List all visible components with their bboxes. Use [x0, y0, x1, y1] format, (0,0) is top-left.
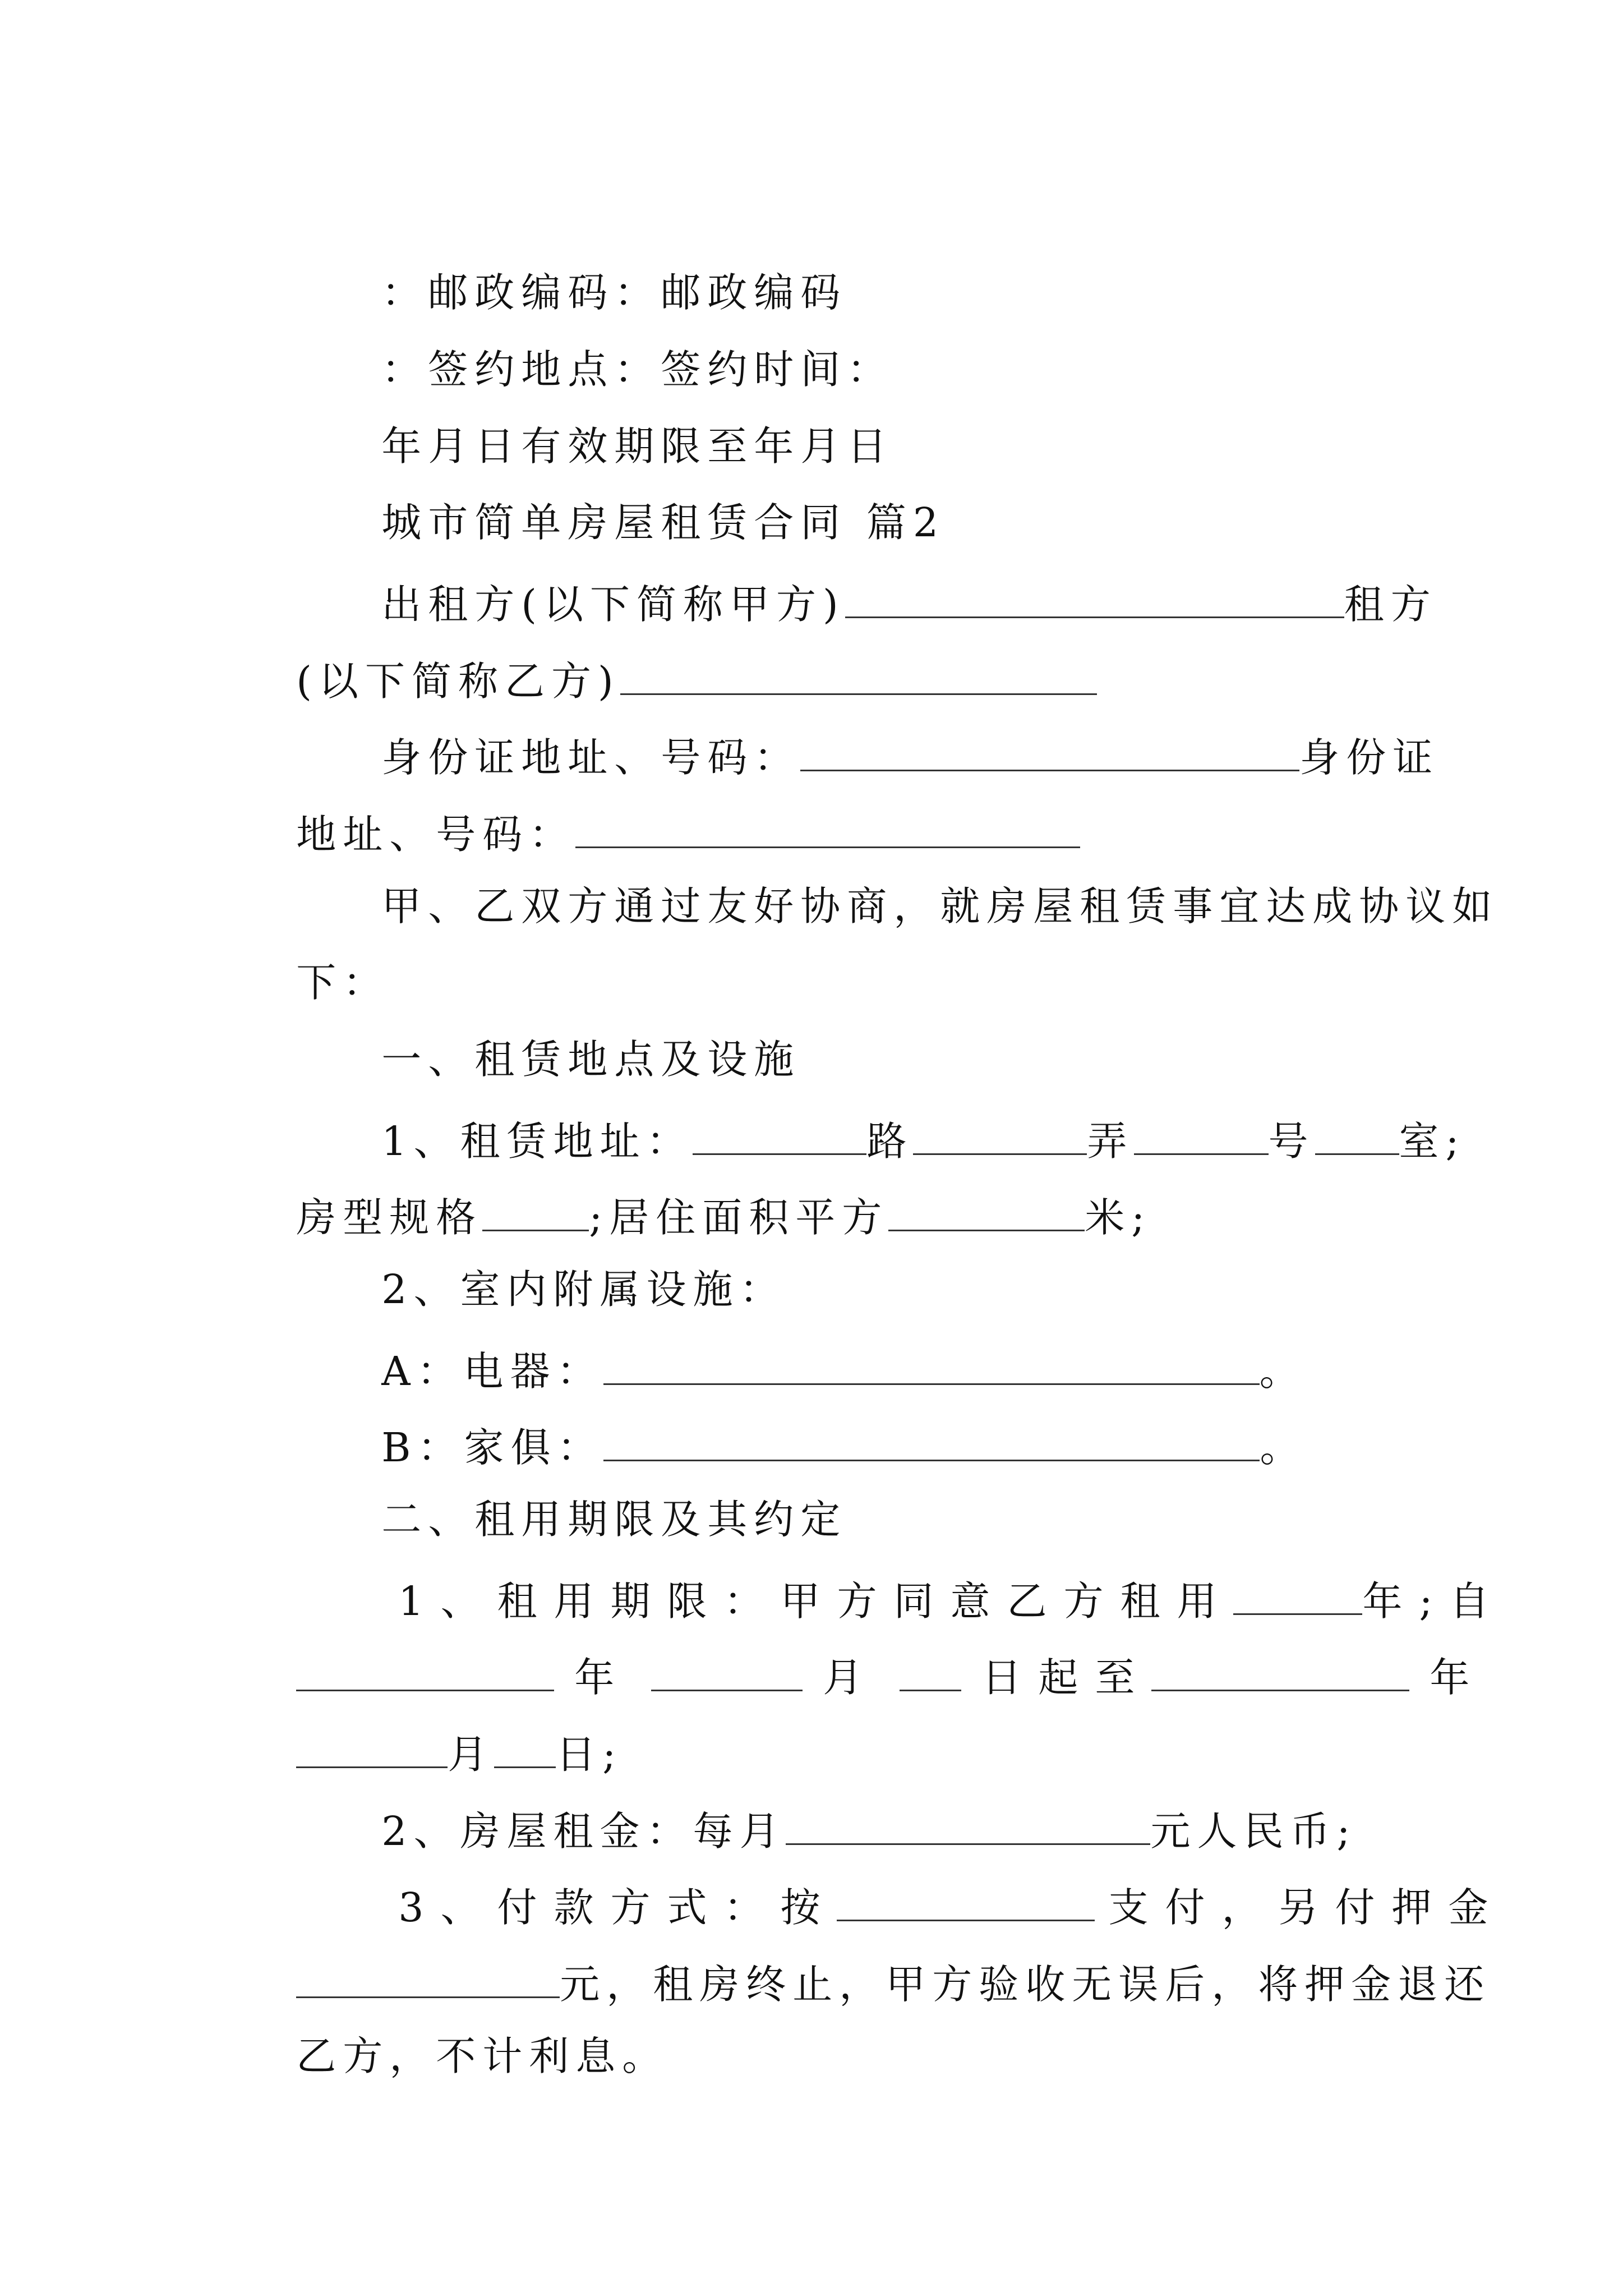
- end-day-label: 日;: [556, 1731, 623, 1778]
- appliances-line: [331, 1286, 1299, 1395]
- deposit-end-text: 乙方，不计利息。: [296, 2033, 669, 2079]
- rent-line: [331, 1746, 1357, 1855]
- start-month-blank: [651, 1646, 803, 1691]
- end-month-label: 月: [448, 1731, 495, 1778]
- furniture-line: [331, 1362, 1300, 1471]
- address-number-label: 地址、号码：: [296, 811, 576, 858]
- heading-one: 一、租赁地点及设施: [381, 1036, 801, 1083]
- room-type-label: 房型规格: [296, 1194, 483, 1241]
- term-dates-line: [246, 1592, 1487, 1701]
- lessee-label: (以下简称乙方): [296, 658, 620, 705]
- rental-address-line: [331, 1056, 1466, 1165]
- id-label-second: 身份证: [1299, 734, 1440, 781]
- id-address-line: [331, 672, 1440, 781]
- area-unit: 米;: [1085, 1194, 1152, 1241]
- facilities-heading: 2、室内附属设施：: [381, 1266, 786, 1313]
- id-address-line-2: [246, 749, 1080, 858]
- room-type-line: [246, 1132, 1152, 1241]
- payment-label: 3、付款方式：按: [398, 1884, 837, 1931]
- end-year-label: 年: [1430, 1654, 1487, 1701]
- start-day-label: 日起至: [981, 1654, 1152, 1701]
- room-blank: [1315, 1110, 1399, 1155]
- section-title-line: [331, 442, 946, 546]
- end-year-blank: [1151, 1646, 1409, 1691]
- number-blank: [1134, 1110, 1269, 1155]
- furniture-period: 。: [1260, 1424, 1300, 1471]
- term-line: [348, 1516, 1506, 1625]
- deposit-line: [246, 1899, 1491, 2008]
- lessor-label: 出租方(以下简称甲方): [381, 581, 845, 628]
- deposit-text: 元，租房终止，甲方验收无误后，将押金退还: [560, 1961, 1491, 2008]
- heading-two: 二、租用期限及其约定: [381, 1496, 847, 1543]
- term-label: 1、租用期限：甲方同意乙方租用: [398, 1578, 1234, 1625]
- heading-one-line: [331, 979, 801, 1083]
- agreement-text-2: 下：: [296, 959, 390, 1006]
- validity-text: 年月日有效期限至年月日: [381, 423, 894, 470]
- appliances-label: A：电器：: [381, 1348, 603, 1395]
- start-day-blank: [900, 1646, 961, 1691]
- furniture-label: B：家俱：: [381, 1424, 604, 1471]
- deposit-label: 支付，另付押金: [1108, 1884, 1505, 1931]
- number-label: 号: [1268, 1118, 1315, 1165]
- lessee-line: [246, 596, 1097, 705]
- section-title: 城市简单房屋租赁合同 篇2: [381, 499, 946, 546]
- rent-unit: 元人民币;: [1150, 1808, 1357, 1855]
- id-address-label: 身份证地址、号码：: [381, 734, 801, 781]
- room-label: 室;: [1399, 1118, 1466, 1165]
- agreement-line-2: [246, 902, 390, 1006]
- appliances-period: 。: [1259, 1348, 1299, 1395]
- start-year-label: 年: [574, 1654, 631, 1701]
- signing-place-text: ：签约地点：签约时间：: [381, 346, 894, 393]
- lessee-label-start: 租方: [1344, 581, 1437, 628]
- heading-two-line: [331, 1439, 847, 1543]
- signing-place-line: [331, 289, 894, 393]
- term-years-label: 年;自: [1362, 1578, 1506, 1625]
- postal-code-line: [331, 212, 847, 316]
- facilities-heading-line: [331, 1209, 786, 1313]
- start-month-label: 月: [823, 1654, 880, 1701]
- rent-label: 2、房屋租金：每月: [381, 1808, 786, 1855]
- agreement-line: [331, 826, 1499, 930]
- rental-address-label: 1、租赁地址：: [381, 1118, 693, 1165]
- term-end-line: [246, 1669, 623, 1778]
- lessor-line: [331, 519, 1437, 628]
- deposit-end-line: [246, 1976, 669, 2079]
- payment-line: [348, 1822, 1505, 1931]
- area-label: ;居住面积平方: [589, 1194, 889, 1241]
- road-label: 路: [866, 1118, 914, 1165]
- postal-code-text: ：邮政编码：邮政编码: [381, 269, 847, 316]
- area-blank: [888, 1186, 1085, 1231]
- agreement-text: 甲、乙双方通过友好协商，就房屋租赁事宜达成协议如: [381, 883, 1499, 930]
- validity-line: [331, 366, 894, 470]
- lane-label: 弄: [1087, 1118, 1134, 1165]
